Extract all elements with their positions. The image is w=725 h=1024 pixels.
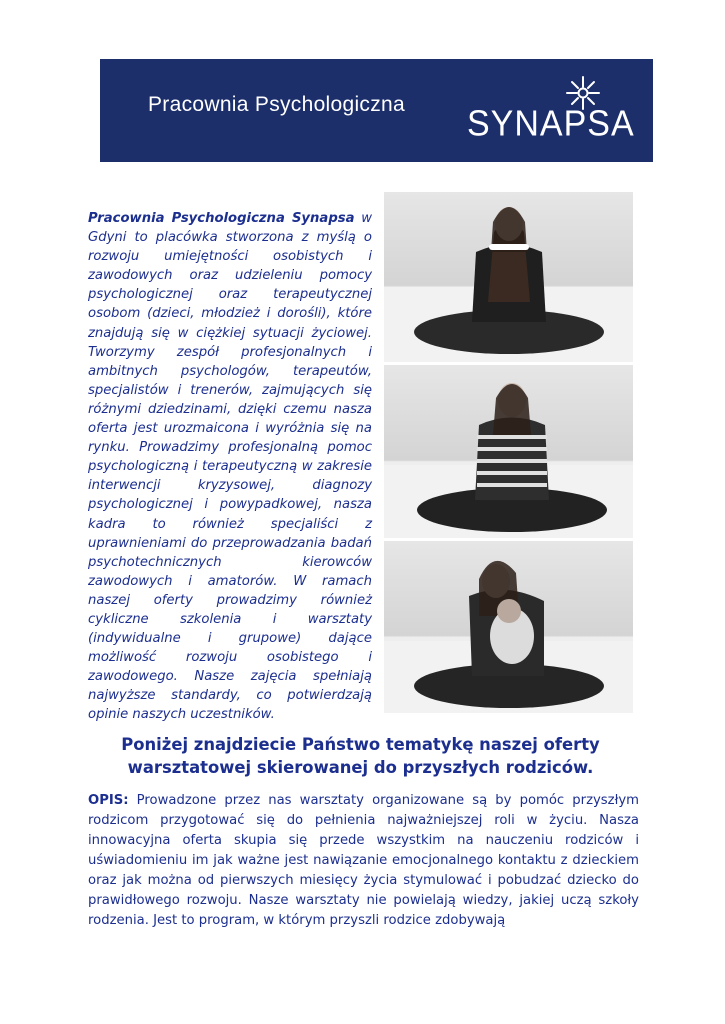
- header-banner: [100, 59, 653, 162]
- intro-lead: Pracownia Psychologiczna Synapsa: [88, 211, 355, 226]
- intro-text: w Gdyni to placówka stworzona z myślą o rozwoju umiejętności osobistych i zawodowych oraz udzieleniu pomocy psychologicznej oraz terapeutycznej osobom (dzieci, młodzież i dorośli), które znajdują się w ciężkiej sytuacji życiowej. Tworzymy zespół profesjonalnych i ambitnych psychologów, terapeutów, specjalistów i trenerów, zajmujących się różnymi dziedzinami, dzięki czemu nasza oferta jest urozmaicona i wyróżnia się na rynku. Prowadzimy profesjonalną pomoc psychologiczną i terapeutyczną w zakresie interwencji kryzysowej, diagnozy psychologicznej i powypadkowej, nasza kadra to również specjaliści z uprawnieniami do przeprowadzania badań psychotechnicznych kierowców zawodowych i amatorów. W ramach naszej oferty prowadzimy również cykliczne szkolenia i warsztaty (indywidualne i grupowe) dające możliwość rozwoju osobistego i zawodowego. Nasze zajęcia spełniają najwyższe standardy, co potwierdzają opinie naszych uczestników.: [88, 211, 372, 723]
- photo-mother-baby: [384, 541, 633, 713]
- description-paragraph: [88, 791, 639, 931]
- photo-pregnant-belly: [384, 365, 633, 538]
- photo-pregnancy-test: [384, 192, 633, 362]
- banner-title: Pracownia Psychologiczna: [148, 93, 405, 116]
- star-icon: [563, 73, 603, 113]
- intro-paragraph: [88, 209, 372, 725]
- section-heading: [88, 733, 633, 779]
- description-label: OPIS:: [88, 793, 129, 808]
- heading-line-2: warsztatowej skierowanej do przyszłych rodziców.: [127, 758, 594, 777]
- synapsa-logo: [467, 73, 635, 153]
- heading-line-1: Poniżej znajdziecie Państwo tematykę naszej oferty: [121, 735, 600, 754]
- logo-wordmark: SYNAPSA: [467, 104, 635, 144]
- description-text: Prowadzone przez nas warsztaty organizowane są by pomóc przyszłym rodzicom przygotować się do pełnienia najważniejszej roli w życiu. Nasza innowacyjna oferta skupia się przede wszystkim na nauczeniu rodziców i uświadomieniu im jak ważne jest nawiązanie emocjonalnego kontaktu z dzieckiem oraz jak można od pierwszych miesięcy życia stymulować i pobudzać dziecko do prawidłowego rozwoju. Nasze warsztaty nie powielają wiedzy, jakiej uczą szkoły rodzenia. Jest to program, w którym przyszli rodzice zdobywają: [88, 793, 639, 928]
